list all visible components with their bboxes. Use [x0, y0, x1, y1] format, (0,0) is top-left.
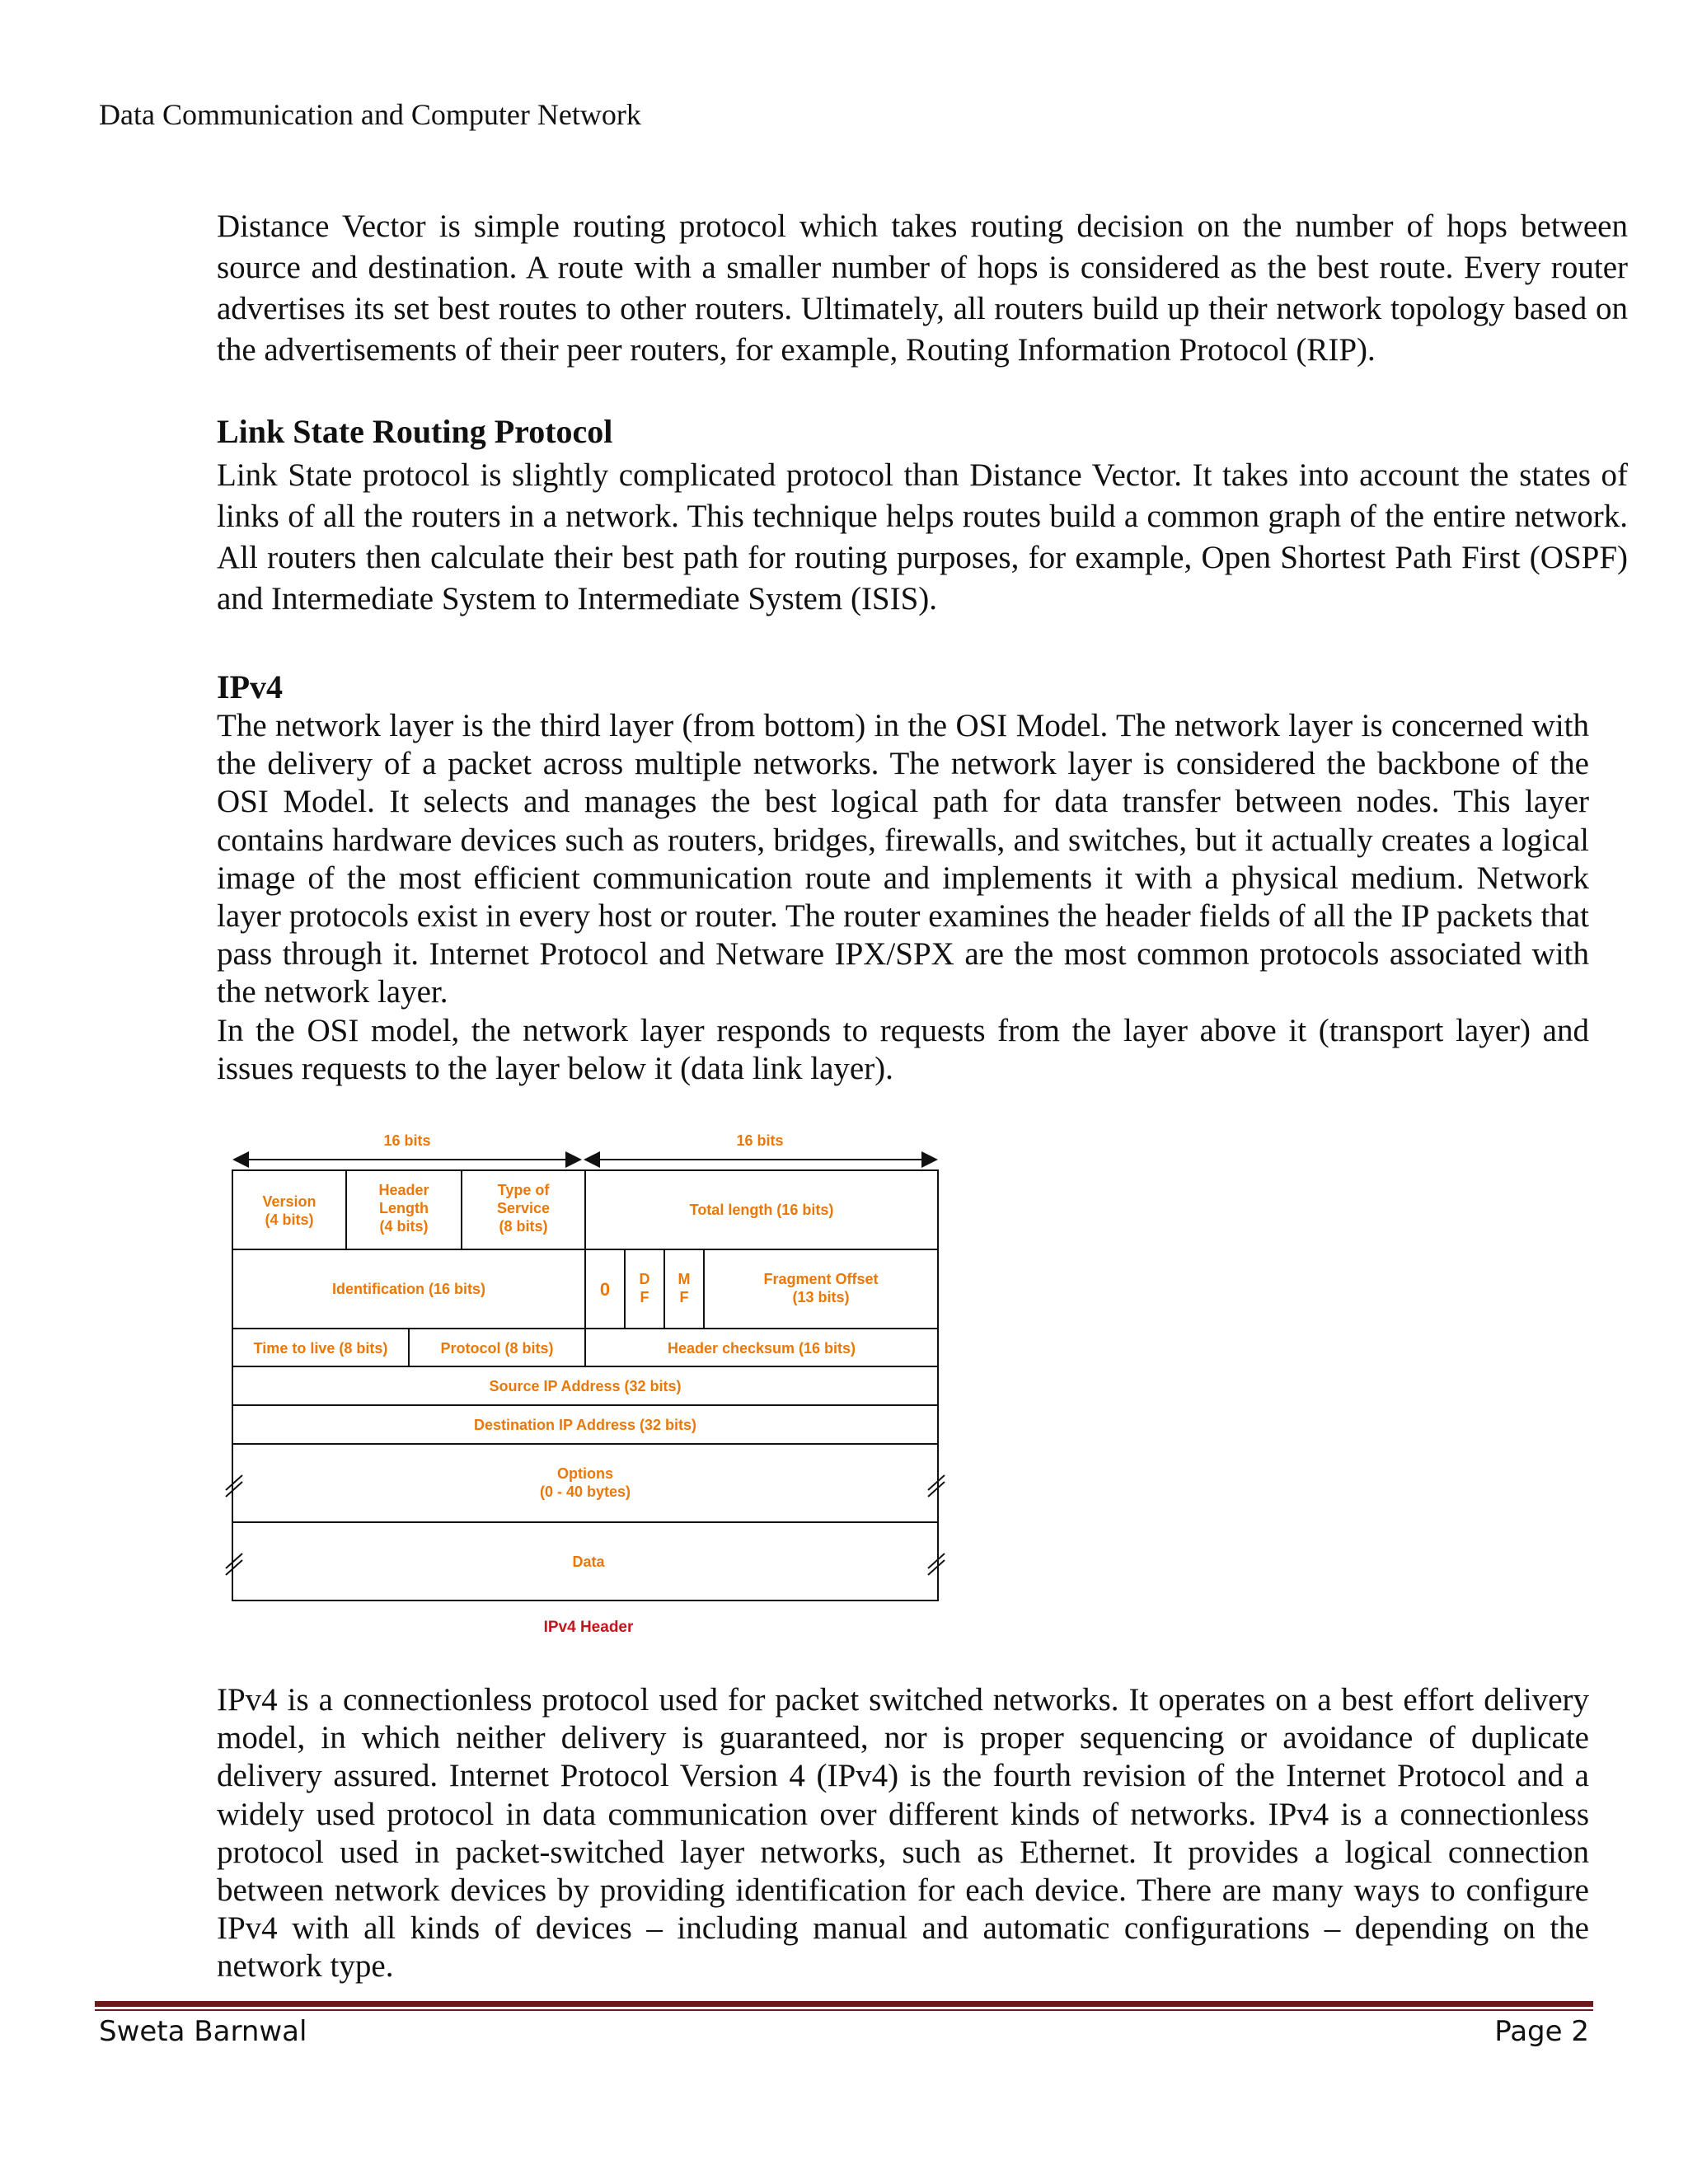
running-header: Data Communication and Computer Network: [99, 98, 641, 131]
fragment-offset-line1: Fragment Offset: [763, 1271, 879, 1287]
df-line1: D: [639, 1271, 650, 1287]
mf-line2: F: [679, 1289, 689, 1305]
left-bits-label: 16 bits: [383, 1132, 431, 1149]
tos-line1: Type of: [497, 1182, 550, 1198]
distance-vector-paragraph: Distance Vector is simple routing protocol which takes routing decision on the number of hops between source and destination. A route with a smaller number of hops is considered as the best route. Every router advertises its set best routes to other routers. Ultimately, all routers build up their network topology based on the advertisements of their peer routers, for example, Routing Information Protocol (RIP).: [217, 209, 1628, 368]
tos-line3: (8 bits): [499, 1218, 548, 1235]
dest-ip-label: Destination IP Address (32 bits): [473, 1417, 697, 1433]
footer-rule-thick: [95, 2001, 1593, 2007]
total-length-label: Total length (16 bits): [689, 1202, 834, 1218]
header-length-line1: Header: [378, 1182, 429, 1198]
footer-rule-thin: [95, 2009, 1593, 2011]
reserved-zero-label: 0: [599, 1279, 611, 1300]
ipv4-intro: [217, 707, 1589, 1088]
ipv4-paragraph-3: IPv4 is a connectionless protocol used for packet switched networks. It operates on a best effort delivery model, in which neither delivery is guaranteed, nor is proper sequencing or avoidance of duplicate delivery assured. Internet Protocol Version 4 (IPv4) is the fourth revision of the Internet Protocol and a widely used protocol in data communication over different kinds of networks. IPv4 is a connectionless protocol used in packet-switched layer networks, such as Ethernet. It provides a logical connection between network devices by providing identification for each device. There are many ways to configure IPv4 with all kinds of devices – including manual and automatic configurations – depending on the network type.: [217, 1682, 1589, 1985]
data-label: Data: [572, 1554, 605, 1570]
tos-line2: Service: [496, 1200, 551, 1216]
header-length-line2: Length: [379, 1200, 429, 1216]
df-line2: F: [640, 1289, 649, 1305]
fragment-offset-line2: (13 bits): [792, 1289, 850, 1305]
checksum-label: Header checksum (16 bits): [667, 1340, 856, 1357]
footer-page-number: Page 2: [1494, 2015, 1589, 2048]
protocol-label: Protocol (8 bits): [440, 1340, 554, 1357]
ttl-label: Time to live (8 bits): [253, 1340, 388, 1357]
link-state-heading: Link State Routing Protocol: [217, 413, 613, 450]
options-line1: Options: [557, 1465, 613, 1482]
mf-line1: M: [678, 1271, 691, 1287]
identification-label: Identification (16 bits): [331, 1281, 486, 1297]
right-bits-label: 16 bits: [736, 1132, 784, 1149]
options-line2: (0 - 40 bytes): [539, 1483, 631, 1500]
footer-author: Sweta Barnwal: [99, 2015, 307, 2048]
ipv4-header-diagram: [223, 1121, 948, 1648]
ipv4-header-svg: [223, 1121, 948, 1648]
source-ip-label: Source IP Address (32 bits): [489, 1378, 682, 1394]
version-line2: (4 bits): [265, 1212, 314, 1228]
ipv4-paragraph-1: The network layer is the third layer (from bottom) in the OSI Model. The network layer is concerned with the delivery of a packet across multiple networks. The network layer is considered the backbone of the OSI Model. It selects and manages the best logical path for data transfer between nodes. This layer contains hardware devices such as routers, bridges, firewalls, and switches, but it actually creates a logical image of the most efficient communication route and implements it with a physical medium. Network layer protocols exist in every host or router. The router examines the header fields of all the IP packets that pass through it. Internet Protocol and Netware IPX/SPX are the most common protocols associated with the network layer.: [217, 708, 1589, 1010]
ipv4-heading: IPv4: [217, 668, 283, 705]
link-state-paragraph: Link State protocol is slightly complicated protocol than Distance Vector. It takes into account the states of links of all the routers in a network. This technique helps routes build a common graph of the entire network. All routers then calculate their best path for routing purposes, for example, Open Shortest Path First (OSPF) and Intermediate System to Intermediate System (ISIS).: [217, 457, 1628, 616]
ipv4-header-caption: IPv4 Header: [543, 1619, 634, 1636]
header-length-line3: (4 bits): [379, 1218, 429, 1235]
version-line1: Version: [262, 1193, 316, 1210]
ipv4-paragraph-2: In the OSI model, the network layer responds to requests from the layer above it (transport layer) and issues requests to the layer below it (data link layer).: [217, 1012, 1589, 1086]
